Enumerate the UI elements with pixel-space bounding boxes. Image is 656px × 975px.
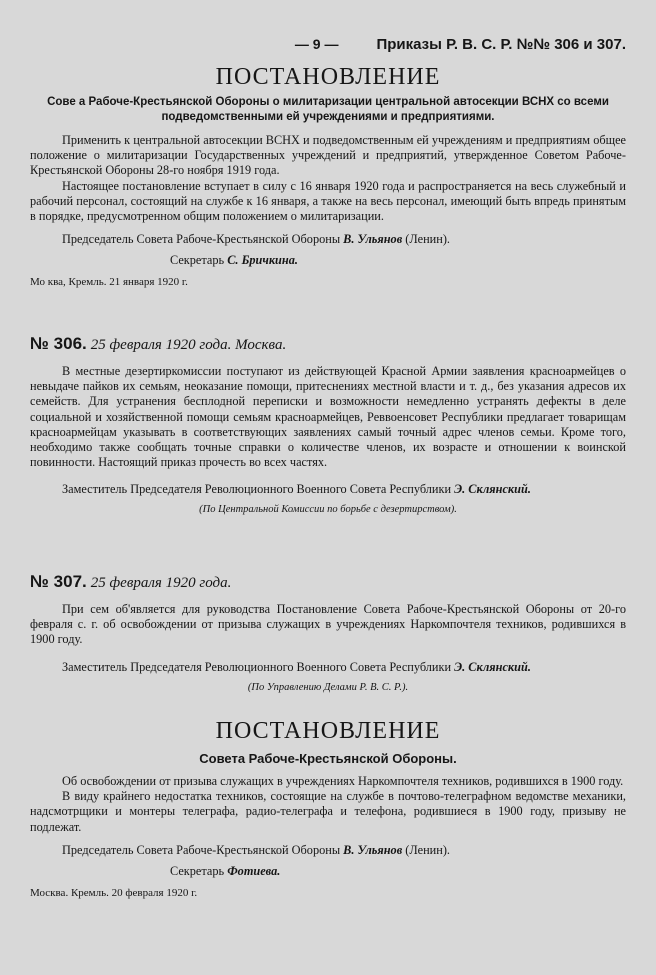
decree-1-paragraph-1: Применить к центральной автосекции ВСНХ и подведомственным ей учреждениям и предприятиям общее положение о милитаризации Государственных учреждений и предприятий, утвержденное Советом Рабоче-Крестьянской Обороны 28-го ноября 1919 года. bbox=[30, 133, 626, 178]
decree-1-chair-signature bbox=[30, 232, 626, 247]
signer-name: Э. Склянский. bbox=[454, 482, 531, 497]
order-306-heading bbox=[30, 334, 626, 354]
order-306-text: В местные дезертиркомиссии поступают из действующей Красной Армии заявления красноармейцев о невыдаче пайков их семьям, неоказание помощи, притеснениях местной власти и т. д., без указания адресов их семейств. Для устранения бесплодной переписки и возможности немедленно устранять дефекты в деле социальной и хозяйственной помощи семьям красноармейцев, Реввоенсовет Республики предлагает товарищам красноармейцам указывать в соответствующих заявлениях самый точный адрес членов семьи. Кроме того, необходимо также сообщать точные справки о количестве членов, их возрасте и отношении к воинской повинности. Настоящий приказ прочесть во всех частях. bbox=[30, 364, 626, 470]
decree-2-chair-signature bbox=[30, 843, 626, 858]
signer-name: Э. Склянский. bbox=[454, 659, 531, 674]
chair-label: Председатель Совета Рабоче-Крестьянской Обороны bbox=[62, 842, 341, 857]
decree-2-secretary-signature bbox=[30, 864, 626, 879]
decree-1-paragraph-2: Настоящее постановление вступает в силу с 16 января 1920 года и распространяется на весь служебный и рабочий персонал, состоящий на службе к 16 января, а также на весь персонал, имеющий быть впредь принятым в порядке, предусмотренном общим положением о милитаризации. bbox=[30, 178, 626, 224]
order-306 bbox=[30, 334, 626, 515]
page-number: — 9 — bbox=[294, 36, 339, 52]
decree-2 bbox=[30, 718, 626, 899]
chair-name: В. Ульянов bbox=[343, 232, 403, 247]
decree-2-paragraph-2: В виду крайнего недостатка техников, состоящие на службе в почтово-телеграфном ведомстве механики, надсмотрщики и монтеры телеграфа, радио-телеграфа и телефона, родившиеся в 1900 году, призыву не подлежат. bbox=[30, 789, 626, 834]
order-307-source: (По Управлению Делами Р. В. С. Р.). bbox=[247, 681, 409, 693]
decree-1-subtitle-line2: подведомственными ей учреждениями и предприятиями. bbox=[161, 111, 495, 123]
series-title: Приказы Р. В. С. Р. №№ 306 и 307. bbox=[376, 36, 626, 53]
decree-2-title: ПОСТАНОВЛЕНИЕ bbox=[215, 718, 441, 744]
chair-name: В. Ульянов bbox=[343, 842, 403, 857]
decree-2-place-date: Москва. Кремль. 20 февраля 1920 г. bbox=[30, 886, 198, 899]
order-306-source: (По Центральной Комиссии по борьбе с дезертирством). bbox=[199, 504, 457, 516]
secretary-name: С. Бричкина. bbox=[227, 253, 298, 268]
signer-label: Заместитель Председателя Революционного Военного Совета Республики bbox=[62, 659, 452, 674]
decree-2-paragraph-1: Об освобождении от призыва служащих в учреждениях Наркомпочтеля техников, родившихся в 1900 году. bbox=[62, 774, 624, 788]
decree-1 bbox=[30, 64, 626, 288]
order-307-date: 25 февраля 1920 года. bbox=[90, 575, 232, 591]
decree-1-secretary-signature bbox=[30, 253, 626, 268]
secretary-label: Секретарь bbox=[170, 863, 225, 878]
page-header bbox=[0, 36, 626, 53]
chair-suffix: (Ленин). bbox=[405, 842, 451, 857]
order-307-number: № 307. bbox=[30, 572, 87, 591]
signer-label: Заместитель Председателя Революционного Военного Совета Республики bbox=[62, 482, 452, 497]
decree-1-subtitle-line1: Сове а Рабоче-Крестьянской Обороны о милитаризации центральной автосекции ВСНХ со всеми bbox=[47, 96, 609, 108]
order-306-number: № 306. bbox=[30, 334, 87, 353]
order-307 bbox=[30, 572, 626, 693]
order-306-date: 25 февраля 1920 года. Москва. bbox=[90, 337, 287, 353]
decree-1-place-date: Мо ква, Кремль. 21 января 1920 г. bbox=[30, 276, 188, 289]
order-307-signature bbox=[30, 660, 626, 675]
order-306-signature bbox=[30, 482, 626, 497]
chair-label: Председатель Совета Рабоче-Крестьянской Обороны bbox=[62, 232, 341, 247]
decree-1-title: ПОСТАНОВЛЕНИЕ bbox=[215, 64, 441, 90]
order-307-heading bbox=[30, 572, 626, 592]
decree-2-subtitle: Совета Рабоче-Крестьянской Обороны. bbox=[199, 751, 457, 766]
chair-suffix: (Ленин). bbox=[405, 232, 451, 247]
secretary-name: Фотиева. bbox=[227, 863, 281, 878]
secretary-label: Секретарь bbox=[170, 253, 225, 268]
order-307-text: При сем об'является для руководства Постановление Совета Рабоче-Крестьянской Обороны от 20-го февраля с. г. об освобождении от призыва служащих в учреждениях Наркомпочтеля техников, родившихся в 1900 году. bbox=[30, 602, 626, 647]
decree-1-subtitle bbox=[30, 95, 626, 125]
